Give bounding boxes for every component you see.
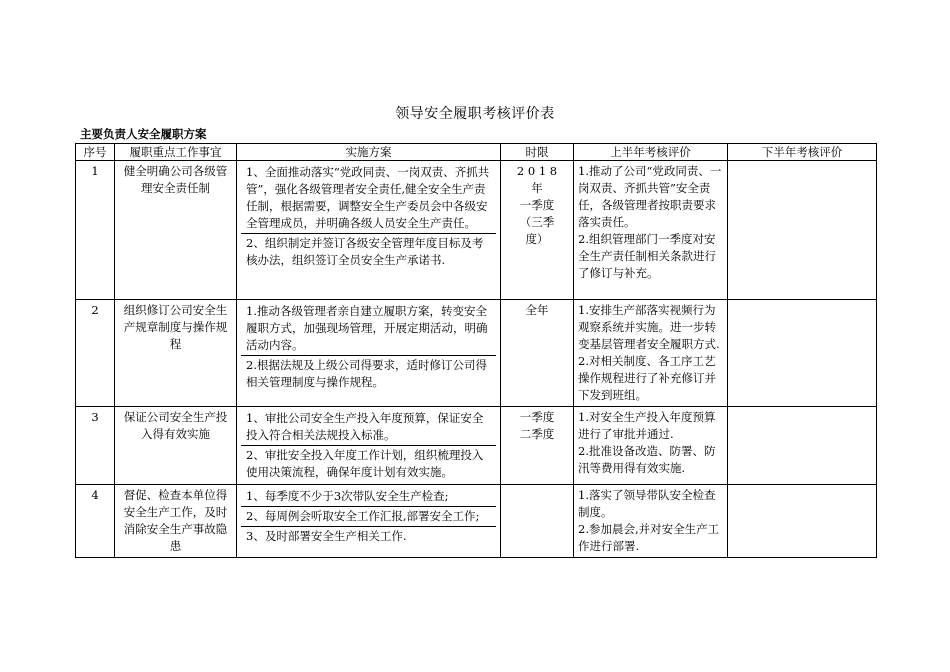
cell-plan: [237, 407, 501, 485]
cell-h2-eval: [728, 407, 877, 485]
cell-focus: 组织修订公司安全生产规章制度与操作规程: [115, 300, 237, 407]
cell-focus: 健全明确公司各级管理安全责任制: [115, 161, 237, 300]
plan-item: 2、审批安全投入年度工作计划，组织梳理投入使用决策流程，确保年度计划有效实施。: [246, 448, 484, 479]
section-subtitle: 主要负责人安全履职方案: [80, 127, 207, 141]
cell-focus: 保证公司安全生产投入得有效实施: [115, 407, 237, 485]
time-line: 二季度: [519, 427, 555, 441]
document-title: 领导安全履职考核评价表: [395, 106, 555, 122]
plan-item: 1、全面推动落实“党政同责、一岗双责、齐抓共管”，强化各级管理者安全责任,健全安全生产责任制，根据需要，调整安全生产委员会中各级安全管理成员，并明确各级人员安全生产责任。: [241, 163, 496, 234]
cell-time: [501, 407, 574, 485]
header-no: 序号: [76, 144, 115, 161]
cell-h1-eval: [574, 407, 728, 485]
time-line: 一季度: [519, 410, 555, 424]
cell-h2-eval: [728, 300, 877, 407]
table-row: [76, 407, 877, 485]
plan-item: 2、组织制定并签订各级安全管理年度目标及考核办法，组织签订全员安全生产承诺书.: [246, 236, 484, 267]
cell-h1-eval: [574, 161, 728, 300]
cell-h1-eval: [574, 300, 728, 407]
header-h1-eval: 上半年考核评价: [574, 144, 728, 161]
cell-plan: [237, 300, 501, 407]
table-header-row: [76, 144, 877, 161]
eval-line: 2.组织管理部门一季度对安全生产责任制相关条款进行了修订与补充。: [578, 232, 716, 280]
table-row: [76, 300, 877, 407]
eval-line: 1.落实了领导带队安全检查制度。: [578, 488, 716, 519]
cell-no: 1: [76, 161, 115, 300]
plan-item: 2.根据法规及上级公司得要求，适时修订公司得相关管理制度与操作规程。: [246, 358, 487, 389]
plan-item: 1、审批公司安全生产投入年度预算，保证安全投入符合相关法规投入标准。: [241, 409, 496, 446]
cell-h1-eval: [574, 485, 728, 558]
header-focus: 履职重点工作事宜: [115, 144, 237, 161]
cell-h2-eval: [728, 161, 877, 300]
plan-item: 1.推动各级管理者亲自建立履职方案，转变安全履职方式，加强现场管理，开展定期活动，明确活动内容。: [241, 302, 496, 356]
cell-time: [501, 161, 574, 300]
time-line: 一季度: [519, 198, 555, 212]
eval-line: 2.参加晨会,并对安全生产工作进行部署.: [578, 522, 720, 553]
time-line: 2 0 1 8: [516, 164, 558, 178]
eval-line: 2.批准设备改造、防署、防汛等费用得有效实施.: [578, 444, 716, 475]
cell-plan: [237, 485, 501, 558]
evaluation-table: [75, 143, 877, 558]
header-h2-eval: 下半年考核评价: [728, 144, 877, 161]
cell-no: 3: [76, 407, 115, 485]
eval-line: 1.安排生产部落实视频行为观察系统并实施。进一步转变基层管理者安全履职方式.: [578, 303, 720, 351]
time-line: 全年: [525, 303, 549, 317]
eval-line: 1.推动了公司“党政同责、一岗双责、齐抓共管”安全责任，各级管理者按职责要求落实责任。: [578, 164, 722, 229]
cell-time: [501, 300, 574, 407]
time-line: （三季: [519, 215, 555, 229]
plan-item: 1、每季度不少于3次带队安全生产检查;: [241, 487, 496, 507]
time-line: 度）: [525, 232, 549, 246]
cell-no: 2: [76, 300, 115, 407]
table-row: [76, 161, 877, 300]
cell-focus: 督促、检查本单位得安全生产工作，及时消除安全生产事故隐患: [115, 485, 237, 558]
cell-plan: [237, 161, 501, 300]
cell-time: [501, 485, 574, 558]
cell-no: 4: [76, 485, 115, 558]
plan-item: 3、及时部署安全生产相关工作.: [246, 529, 407, 543]
time-line: 年: [531, 181, 543, 195]
eval-line: 1.对安全生产投入年度预算进行了审批并通过.: [578, 410, 716, 441]
header-plan: 实施方案: [237, 144, 501, 161]
header-time: 时限: [501, 144, 574, 161]
cell-h2-eval: [728, 485, 877, 558]
plan-item: 2、每周例会听取安全工作汇报,部署安全工作;: [241, 507, 496, 527]
table-row: [76, 485, 877, 558]
eval-line: 2.对相关制度、各工序工艺操作规程进行了补充修订并下发到班组。: [578, 354, 716, 402]
